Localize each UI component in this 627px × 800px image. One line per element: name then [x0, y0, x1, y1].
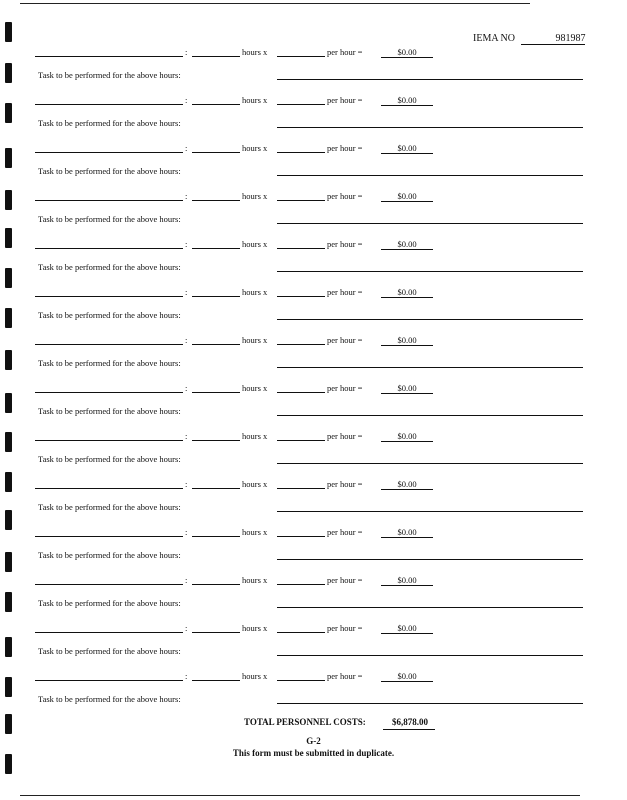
personnel-row [0, 572, 627, 620]
rate-field[interactable] [277, 56, 325, 57]
rate-field[interactable] [277, 680, 325, 681]
rate-field[interactable] [277, 632, 325, 633]
row-amount: $0.00 [397, 527, 417, 537]
rate-label: per hour = [327, 191, 363, 201]
iema-value: 981987 [521, 33, 585, 45]
name-field[interactable] [35, 680, 183, 681]
separator: : [185, 143, 188, 153]
task-label: Task to be performed for the above hours: [38, 262, 181, 272]
rate-label: per hour = [327, 383, 363, 393]
hours-label: hours x [242, 191, 268, 201]
separator: : [185, 191, 188, 201]
amount-underline [381, 585, 433, 586]
rate-field[interactable] [277, 440, 325, 441]
task-label: Task to be performed for the above hours: [38, 70, 181, 80]
name-field[interactable] [35, 200, 183, 201]
personnel-row [0, 668, 627, 716]
personnel-row [0, 524, 627, 572]
duplicate-note: This form must be submitted in duplicate. [232, 748, 395, 758]
personnel-row [0, 188, 627, 236]
hours-field[interactable] [192, 200, 240, 201]
task-label: Task to be performed for the above hours: [38, 310, 181, 320]
hours-field[interactable] [192, 104, 240, 105]
name-field[interactable] [35, 488, 183, 489]
row-amount: $0.00 [397, 95, 417, 105]
hours-field[interactable] [192, 680, 240, 681]
total-value: $6,878.00 [392, 717, 428, 727]
task-label: Task to be performed for the above hours: [38, 358, 181, 368]
task-label: Task to be performed for the above hours: [38, 598, 181, 608]
rate-field[interactable] [277, 200, 325, 201]
task-field[interactable] [277, 223, 583, 224]
amount-underline [381, 489, 433, 490]
amount-underline [381, 249, 433, 250]
hours-label: hours x [242, 239, 268, 249]
hours-field[interactable] [192, 152, 240, 153]
iema-label: IEMA NO [473, 33, 515, 44]
separator: : [185, 95, 188, 105]
amount-underline [381, 201, 433, 202]
task-label: Task to be performed for the above hours: [38, 694, 181, 704]
rate-label: per hour = [327, 47, 363, 57]
task-field[interactable] [277, 607, 583, 608]
hours-field[interactable] [192, 632, 240, 633]
personnel-row [0, 44, 627, 92]
name-field[interactable] [35, 440, 183, 441]
task-field[interactable] [277, 415, 583, 416]
row-amount: $0.00 [397, 479, 417, 489]
task-field[interactable] [277, 511, 583, 512]
amount-underline [381, 393, 433, 394]
rate-field[interactable] [277, 344, 325, 345]
task-field[interactable] [277, 319, 583, 320]
top-rule [20, 3, 530, 4]
row-amount: $0.00 [397, 191, 417, 201]
task-field[interactable] [277, 703, 583, 704]
hours-label: hours x [242, 335, 268, 345]
name-field[interactable] [35, 392, 183, 393]
row-amount: $0.00 [397, 383, 417, 393]
task-label: Task to be performed for the above hours: [38, 550, 181, 560]
hours-label: hours x [242, 575, 268, 585]
name-field[interactable] [35, 296, 183, 297]
amount-underline [381, 297, 433, 298]
hours-field[interactable] [192, 536, 240, 537]
rate-field[interactable] [277, 536, 325, 537]
hours-field[interactable] [192, 344, 240, 345]
hours-label: hours x [242, 431, 268, 441]
task-field[interactable] [277, 367, 583, 368]
page-number: G-2 [306, 736, 321, 746]
task-label: Task to be performed for the above hours: [38, 406, 181, 416]
rate-label: per hour = [327, 623, 363, 633]
separator: : [185, 479, 188, 489]
total-underline [383, 729, 435, 730]
name-field[interactable] [35, 56, 183, 57]
personnel-row [0, 380, 627, 428]
task-label: Task to be performed for the above hours: [38, 166, 181, 176]
hours-field[interactable] [192, 584, 240, 585]
rate-label: per hour = [327, 95, 363, 105]
rate-label: per hour = [327, 671, 363, 681]
task-field[interactable] [277, 175, 583, 176]
rate-field[interactable] [277, 104, 325, 105]
personnel-row [0, 476, 627, 524]
separator: : [185, 47, 188, 57]
task-label: Task to be performed for the above hours: [38, 118, 181, 128]
row-amount: $0.00 [397, 623, 417, 633]
task-field[interactable] [277, 655, 583, 656]
amount-underline [381, 681, 433, 682]
name-field[interactable] [35, 536, 183, 537]
hours-label: hours x [242, 95, 268, 105]
rate-field[interactable] [277, 152, 325, 153]
task-field[interactable] [277, 559, 583, 560]
task-field[interactable] [277, 463, 583, 464]
row-amount: $0.00 [397, 287, 417, 297]
binding-hole [5, 714, 12, 734]
hours-label: hours x [242, 671, 268, 681]
hours-label: hours x [242, 47, 268, 57]
total-label: TOTAL PERSONNEL COSTS: [244, 717, 366, 727]
task-label: Task to be performed for the above hours: [38, 214, 181, 224]
personnel-row [0, 236, 627, 284]
row-amount: $0.00 [397, 143, 417, 153]
personnel-row [0, 284, 627, 332]
rate-label: per hour = [327, 287, 363, 297]
rate-field[interactable] [277, 296, 325, 297]
hours-label: hours x [242, 143, 268, 153]
personnel-row [0, 620, 627, 668]
task-label: Task to be performed for the above hours: [38, 502, 181, 512]
row-amount: $0.00 [397, 239, 417, 249]
name-field[interactable] [35, 584, 183, 585]
row-amount: $0.00 [397, 335, 417, 345]
separator: : [185, 623, 188, 633]
separator: : [185, 287, 188, 297]
row-amount: $0.00 [397, 431, 417, 441]
rate-field[interactable] [277, 488, 325, 489]
binding-hole [5, 22, 12, 42]
amount-underline [381, 345, 433, 346]
amount-underline [381, 633, 433, 634]
personnel-row [0, 428, 627, 476]
task-field[interactable] [277, 127, 583, 128]
separator: : [185, 335, 188, 345]
name-field[interactable] [35, 344, 183, 345]
personnel-row [0, 140, 627, 188]
name-field[interactable] [35, 248, 183, 249]
bottom-rule [20, 795, 580, 796]
personnel-row [0, 332, 627, 380]
separator: : [185, 527, 188, 537]
rate-label: per hour = [327, 143, 363, 153]
separator: : [185, 431, 188, 441]
rate-label: per hour = [327, 239, 363, 249]
hours-label: hours x [242, 527, 268, 537]
separator: : [185, 575, 188, 585]
rate-field[interactable] [277, 584, 325, 585]
rate-field[interactable] [277, 248, 325, 249]
hours-label: hours x [242, 623, 268, 633]
personnel-row [0, 92, 627, 140]
amount-underline [381, 441, 433, 442]
rate-label: per hour = [327, 335, 363, 345]
hours-label: hours x [242, 287, 268, 297]
hours-field[interactable] [192, 296, 240, 297]
row-amount: $0.00 [397, 47, 417, 57]
hours-field[interactable] [192, 248, 240, 249]
hours-label: hours x [242, 479, 268, 489]
rate-label: per hour = [327, 575, 363, 585]
amount-underline [381, 153, 433, 154]
hours-label: hours x [242, 383, 268, 393]
hours-field[interactable] [192, 392, 240, 393]
rate-field[interactable] [277, 392, 325, 393]
rate-label: per hour = [327, 431, 363, 441]
hours-field[interactable] [192, 488, 240, 489]
task-label: Task to be performed for the above hours: [38, 646, 181, 656]
row-amount: $0.00 [397, 575, 417, 585]
amount-underline [381, 105, 433, 106]
name-field[interactable] [35, 152, 183, 153]
separator: : [185, 383, 188, 393]
hours-field[interactable] [192, 440, 240, 441]
name-field[interactable] [35, 632, 183, 633]
rate-label: per hour = [327, 527, 363, 537]
row-amount: $0.00 [397, 671, 417, 681]
name-field[interactable] [35, 104, 183, 105]
separator: : [185, 671, 188, 681]
rate-label: per hour = [327, 479, 363, 489]
amount-underline [381, 537, 433, 538]
task-field[interactable] [277, 79, 583, 80]
hours-field[interactable] [192, 56, 240, 57]
separator: : [185, 239, 188, 249]
task-field[interactable] [277, 271, 583, 272]
task-label: Task to be performed for the above hours: [38, 454, 181, 464]
amount-underline [381, 57, 433, 58]
